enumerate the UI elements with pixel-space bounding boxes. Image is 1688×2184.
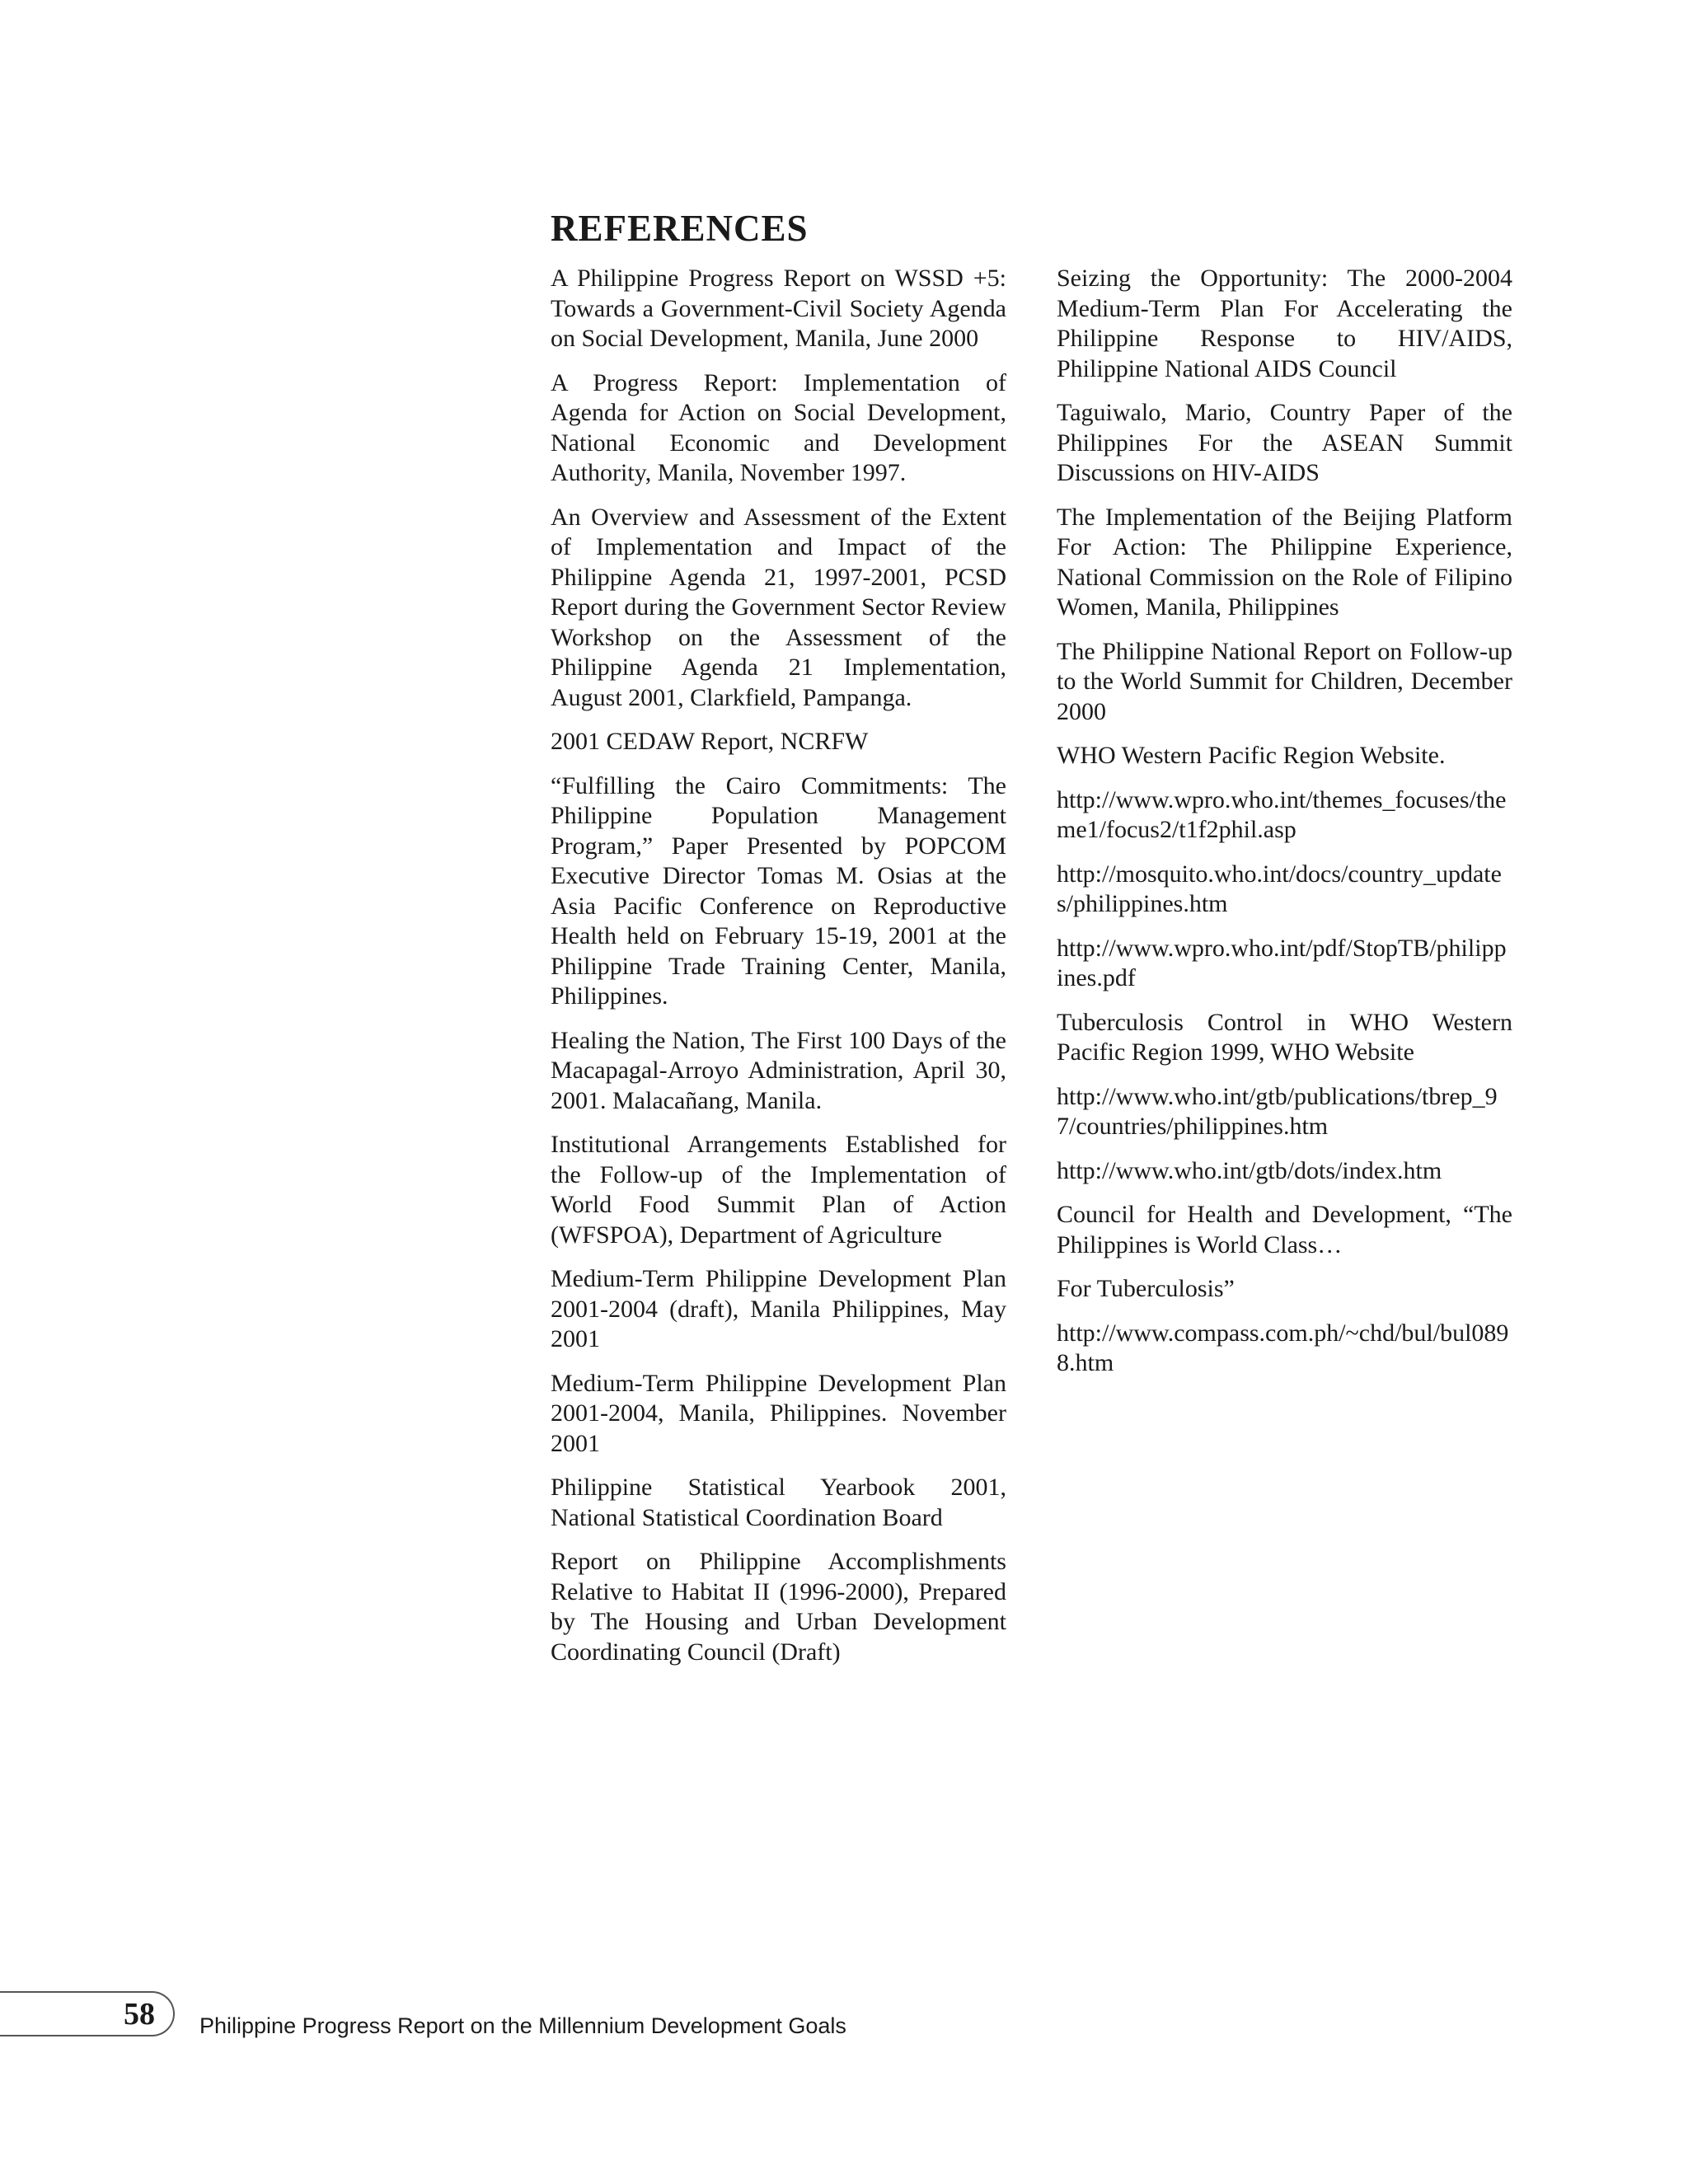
reference-url[interactable]: http://www.compass.com.ph/~chd/bul/bul0898.htm xyxy=(1057,1319,1509,1376)
reference-entry: A Philippine Progress Report on WSSD +5: Towards a Government-Civil Society Agenda on Social Development, Manila, June 2000 xyxy=(551,265,1006,352)
reference-entry: The Implementation of the Beijing Platform For Action: The Philippine Experience, National Commission on the Role of Filipino Women, Manila, Philippines xyxy=(1057,503,1512,621)
reference-entry: “Fulfilling the Cairo Commitments: The Philippine Population Management Program,” Paper Presented by POPCOM Executive Director Tomas M. Osias at the Asia Pacific Conference on Reproductive Health held on February 15-19, 2001 at the Philippine Trade Training Center, Manila, Philippines. xyxy=(551,771,1006,1010)
reference-url[interactable]: http://www.who.int/gtb/dots/index.htm xyxy=(1057,1156,1442,1184)
reference-url[interactable]: http://www.wpro.who.int/themes_focuses/theme1/focus2/t1f2phil.asp xyxy=(1057,785,1507,843)
reference-entry: 2001 CEDAW Report, NCRFW xyxy=(551,728,869,755)
reference-entry: Healing the Nation, The First 100 Days of the Macapagal-Arroyo Administration, April 30, 2001. Malacañang, Manila. xyxy=(551,1026,1006,1114)
reference-entry: For Tuberculosis” xyxy=(1057,1275,1235,1302)
reference-entry: WHO Western Pacific Region Website. xyxy=(1057,742,1446,769)
reference-entry: Taguiwalo, Mario, Country Paper of the Philippines For the ASEAN Summit Discussions on HIV-AIDS xyxy=(1057,399,1512,486)
reference-entry: Seizing the Opportunity: The 2000-2004 Medium-Term Plan For Accelerating the Philippine Response to HIV/AIDS, Philippine National AIDS Council xyxy=(1057,265,1512,382)
reference-entry: Council for Health and Development, “The Philippines is World Class… xyxy=(1057,1201,1512,1258)
reference-url[interactable]: http://www.wpro.who.int/pdf/StopTB/philippines.pdf xyxy=(1057,934,1507,991)
references-right-column xyxy=(1057,264,1512,1393)
reference-url[interactable]: http://www.who.int/gtb/publications/tbrep_97/countries/philippines.htm xyxy=(1057,1082,1498,1140)
page-title: REFERENCES xyxy=(551,208,809,249)
references-left-column xyxy=(551,264,1006,1681)
reference-entry: Institutional Arrangements Established for the Follow-up of the Implementation of World Food Summit Plan of Action (WFSPOA), Department of Agriculture xyxy=(551,1131,1006,1249)
reference-entry: Report on Philippine Accomplishments Relative to Habitat II (1996-2000), Prepared by The Housing and Urban Development Coordinating Council (Draft) xyxy=(551,1548,1006,1666)
reference-url[interactable]: http://mosquito.who.int/docs/country_updates/philippines.htm xyxy=(1057,860,1502,917)
reference-entry: A Progress Report: Implementation of Agenda for Action on Social Development, National Economic and Development Authority, Manila, November 1997. xyxy=(551,368,1006,486)
reference-entry: An Overview and Assessment of the Extent of Implementation and Impact of the Philippine Agenda 21, 1997-2001, PCSD Report during the Government Sector Review Workshop on the Assessment of the Philippine Agenda 21 Implementation, August 2001, Clarkfield, Pampanga. xyxy=(551,503,1006,711)
reference-entry: Philippine Statistical Yearbook 2001, National Statistical Coordination Board xyxy=(551,1474,1006,1531)
page-number: 58 xyxy=(124,1997,155,2032)
reference-entry: Tuberculosis Control in WHO Western Pacific Region 1999, WHO Website xyxy=(1057,1008,1512,1066)
reference-entry: The Philippine National Report on Follow-up to the World Summit for Children, December 2000 xyxy=(1057,637,1512,725)
reference-entry: Medium-Term Philippine Development Plan 2001-2004 (draft), Manila Philippines, May 2001 xyxy=(551,1265,1006,1352)
reference-entry: Medium-Term Philippine Development Plan 2001-2004, Manila, Philippines. November 2001 xyxy=(551,1369,1006,1457)
running-footer-title: Philippine Progress Report on the Millennium Development Goals xyxy=(199,2013,846,2038)
